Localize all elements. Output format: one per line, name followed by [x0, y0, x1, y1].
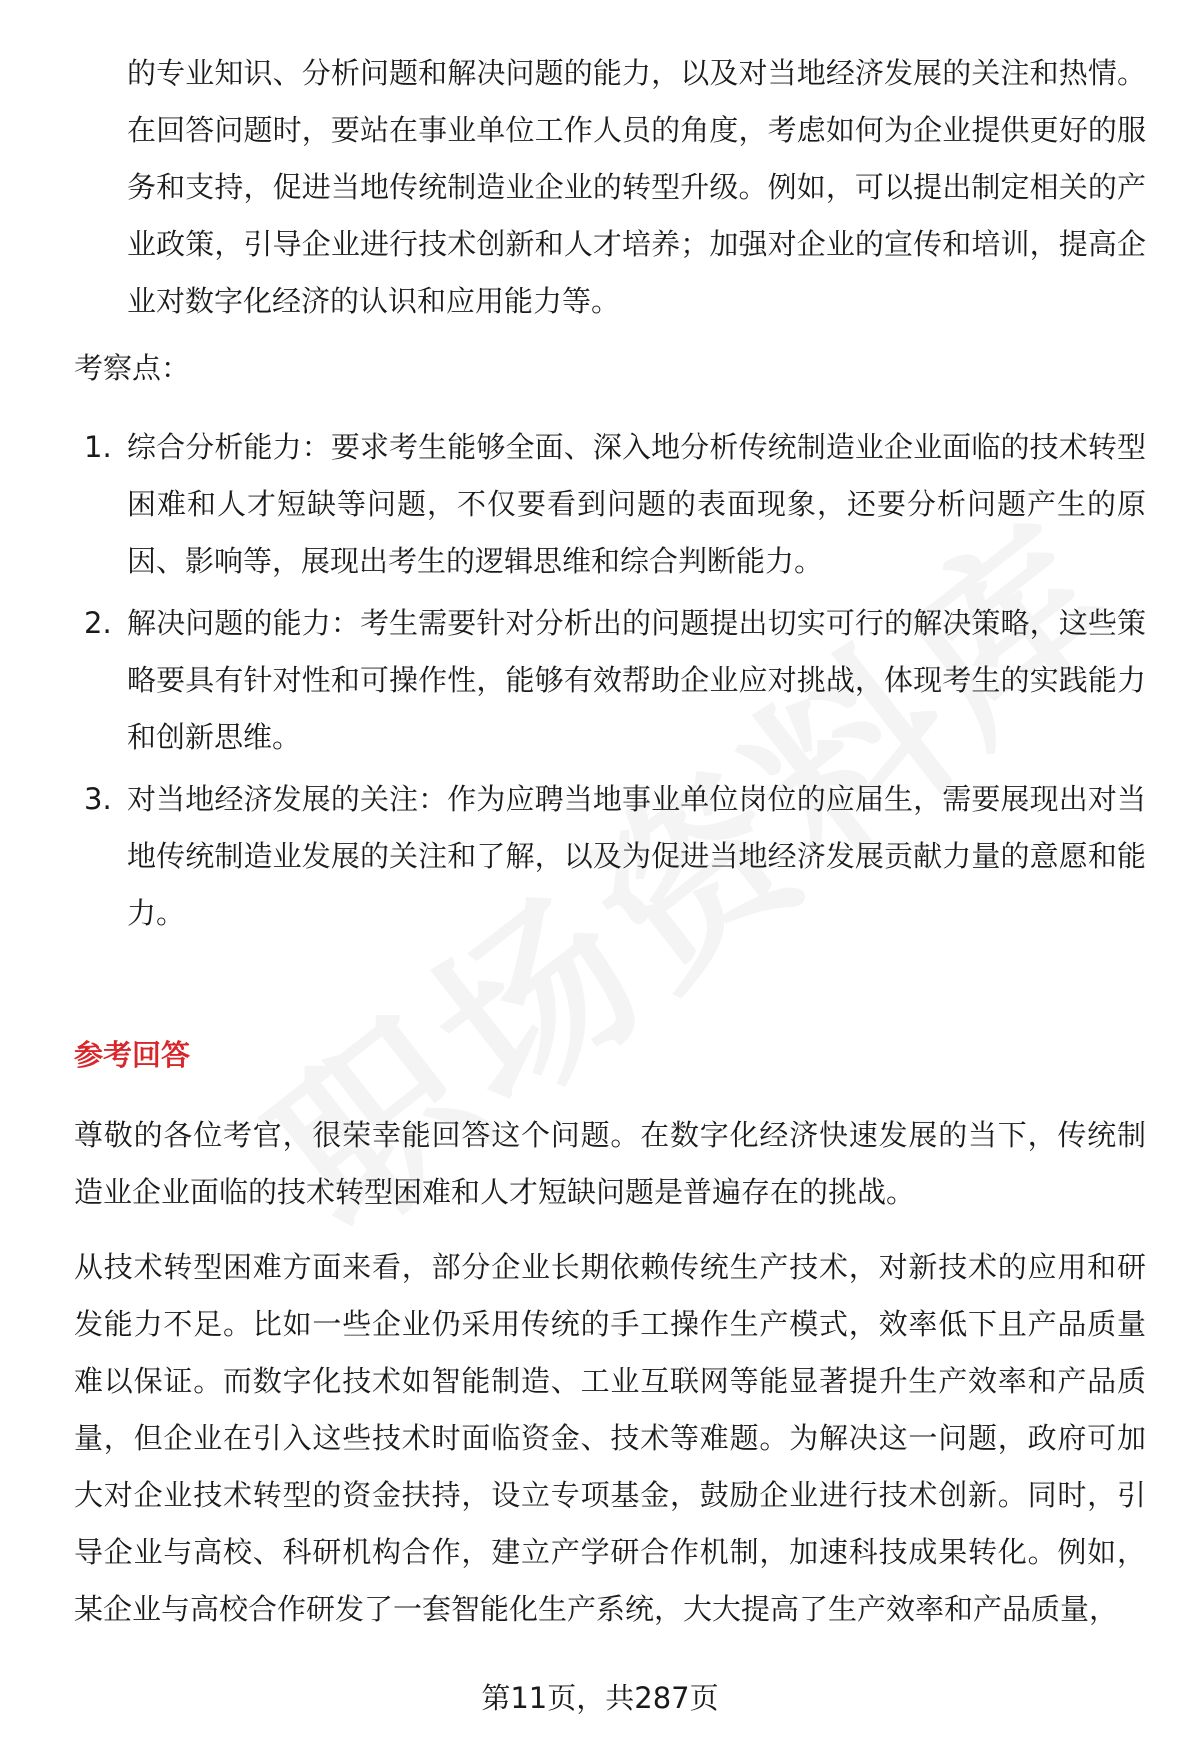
- reference-heading: 参考回答: [74, 1038, 191, 1072]
- list-item: [74, 595, 1146, 766]
- list-item-text: 综合分析能力：要求考生能够全面、深入地分析传统制造业企业面临的技术转型困难和人才短缺等问题，不仅要看到问题的表面现象，还要分析问题产生的原因、影响等，展现出考生的逻辑思维和综合判断能力。: [127, 430, 1146, 578]
- list-item: [74, 771, 1146, 942]
- answer-paragraph: 从技术转型困难方面来看，部分企业长期依赖传统生产技术，对新技术的应用和研发能力不足。比如一些企业仍采用传统的手工操作生产模式，效率低下且产品质量难以保证。而数字化技术如智能制造、工业互联网等能显著提升生产效率和产品质量，但企业在引入这些技术时面临资金、技术等难题。为解决这一问题，政府可加大对企业技术转型的资金扶持，设立专项基金，鼓励企业进行技术创新。同时，引导企业与高校、科研机构合作，建立产学研合作机制，加速科技成果转化。例如，某企业与高校合作研发了一套智能化生产系统，大大提高了生产效率和产品质量，: [74, 1250, 1146, 1626]
- list-item-number: 2.: [84, 606, 112, 640]
- points-list: [74, 419, 1146, 947]
- answer-paragraph: 尊敬的各位考官，很荣幸能回答这个问题。在数字化经济快速发展的当下，传统制造业企业面临的技术转型困难和人才短缺问题是普遍存在的挑战。: [74, 1118, 1146, 1209]
- intro-paragraph: 的专业知识、分析问题和解决问题的能力，以及对当地经济发展的关注和热情。在回答问题时，要站在事业单位工作人员的角度，考虑如何为企业提供更好的服务和支持，促进当地传统制造业企业的转型升级。例如，可以提出制定相关的产业政策，引导企业进行技术创新和人才培养；加强对企业的宣传和培训，提高企业对数字化经济的认识和应用能力等。: [127, 56, 1146, 318]
- list-item-number: 1.: [84, 430, 112, 464]
- list-item-number: 3.: [84, 782, 112, 816]
- points-label: 考察点：: [74, 351, 191, 385]
- list-item: [74, 419, 1146, 590]
- list-item-text: 对当地经济发展的关注：作为应聘当地事业单位岗位的应届生，需要展现出对当地传统制造业发展的关注和了解，以及为促进当地经济发展贡献力量的意愿和能力。: [127, 782, 1146, 930]
- page-footer: 第11页，共287页: [481, 1681, 719, 1715]
- list-item-text: 解决问题的能力：考生需要针对分析出的问题提出切实可行的解决策略，这些策略要具有针对性和可操作性，能够有效帮助企业应对挑战，体现考生的实践能力和创新思维。: [127, 606, 1146, 754]
